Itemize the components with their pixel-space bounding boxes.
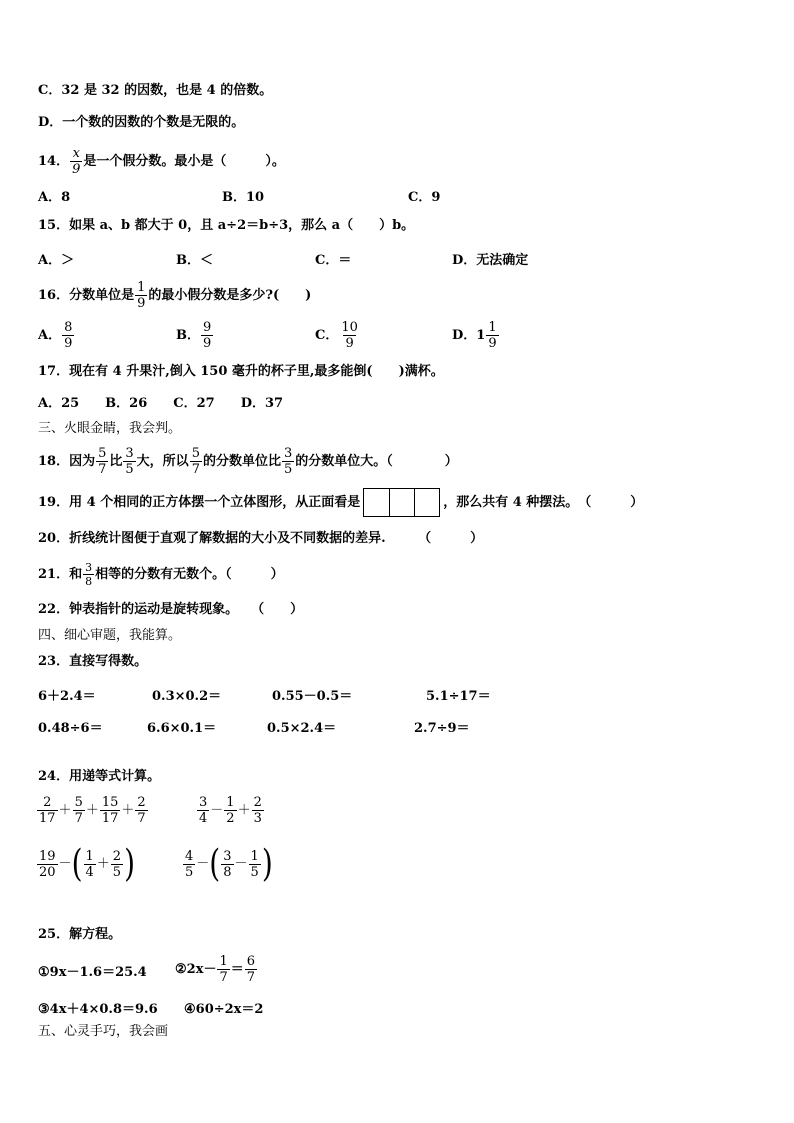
left-paren: (	[71, 841, 83, 886]
option-label: B．	[176, 328, 200, 343]
q21-statement	[38, 560, 284, 590]
fraction	[84, 849, 96, 880]
text: ②2x－	[175, 962, 217, 977]
frac-den: 7	[219, 970, 228, 985]
operator: ＋	[58, 803, 72, 818]
q14-number: 14．	[38, 154, 70, 169]
operator: ＋	[85, 803, 99, 818]
q13-option-d: D．一个数的因数的个数是无限的。	[38, 115, 245, 130]
q14-text: 是一个假分数。最小是（ ）。	[83, 154, 285, 169]
fraction	[197, 795, 209, 826]
q23-item: 6＋2.4＝	[38, 689, 96, 704]
q24-expression-4	[182, 841, 273, 886]
frac-num: 2	[112, 848, 122, 864]
fraction	[183, 849, 195, 880]
option-fraction	[486, 320, 498, 351]
frac-den: 7	[246, 970, 256, 985]
q14-stem	[38, 146, 285, 176]
q23-item: 0.3×0.2＝	[152, 689, 222, 704]
option-fraction	[62, 320, 74, 351]
section-3-heading: 三、火眼金睛，我会判。	[38, 421, 182, 436]
fraction	[190, 446, 202, 477]
q14-option-b: B．10	[222, 190, 265, 205]
q22-statement: 22．钟表指针的运动是旋转现象。 （ ）	[38, 602, 304, 617]
operator: ＋	[96, 856, 110, 872]
text: 21．和	[38, 567, 83, 582]
q16-unit-fraction	[135, 280, 147, 311]
frac-den: 2	[226, 811, 235, 826]
q15-option-c: C．＝	[315, 253, 352, 268]
fraction	[252, 795, 264, 826]
q23-item: 5.1÷17＝	[426, 689, 491, 704]
frac-den: 5	[250, 864, 259, 880]
frac-den: 9	[488, 336, 497, 351]
q23-item: 2.7÷9＝	[414, 721, 470, 736]
text: 相等的分数有无数个。（ ）	[95, 567, 284, 582]
q25-equation-1: ①9x－1.6＝25.4	[38, 965, 147, 980]
frac-den: 9	[345, 336, 354, 351]
q17-stem: 17．现在有 4 升果汁,倒入 150 毫升的杯子里,最多能倒( )满杯。	[38, 364, 444, 379]
fraction	[217, 954, 229, 985]
q13-option-c: C．32 是 32 的因数，也是 4 的倍数。	[38, 83, 273, 98]
operator: －	[196, 856, 210, 872]
frac-num: 1	[137, 280, 146, 295]
right-paren: )	[261, 841, 273, 886]
fraction	[221, 849, 233, 880]
text: 18．因为	[38, 454, 96, 469]
frac-num: 10	[341, 320, 358, 335]
left-paren: (	[209, 841, 221, 886]
frac-den: 5	[112, 864, 122, 880]
q23-item: 6.6×0.1＝	[147, 721, 217, 736]
q14-fraction	[70, 146, 82, 177]
text: ，那么共有 4 种摆法。 （ ）	[443, 495, 644, 510]
frac-den: 17	[101, 811, 119, 826]
q14-option-a: A．8	[38, 190, 71, 205]
frac-den: 9	[203, 336, 212, 351]
operator: －	[210, 803, 224, 818]
text: 的分数单位大。（ ）	[295, 454, 458, 469]
frac-den: 4	[85, 864, 94, 880]
frac-num: 3	[283, 446, 293, 461]
q24-expression-3	[36, 841, 136, 886]
q16-text-post: 的最小假分数是多少?( )	[148, 288, 312, 303]
q23-title: 23．直接写得数。	[38, 654, 148, 669]
square	[414, 489, 439, 516]
right-paren: )	[124, 841, 136, 886]
fraction	[100, 795, 121, 826]
q25-title: 25．解方程。	[38, 927, 122, 942]
frac-num: 19	[39, 848, 56, 864]
frac-num: 2	[43, 795, 52, 810]
frac-num: 3	[85, 561, 93, 574]
q25-equation-2	[175, 952, 258, 988]
q15-option-a: A．＞	[38, 253, 75, 268]
q15-stem: 15．如果 a、b 都大于 0，且 a÷2＝b÷3，那么 a（ ）b。	[38, 218, 415, 233]
q14-option-c: C．9	[408, 190, 441, 205]
frac-den: 20	[39, 864, 56, 880]
text: 的分数单位比	[202, 454, 281, 469]
fraction	[37, 795, 58, 826]
operator: －	[234, 856, 248, 872]
operator: ＋	[237, 803, 251, 818]
option-label: A．	[38, 328, 62, 343]
text: 19．用 4 个相同的正方体摆一个立体图形，从正面看是	[38, 495, 361, 510]
frac-num: 3	[223, 848, 232, 864]
frac-num: 1	[250, 848, 259, 864]
frac-den: 5	[283, 462, 293, 477]
q24-title: 24．用递等式计算。	[38, 769, 161, 784]
frac-den: 5	[125, 462, 134, 477]
front-view-three-squares	[363, 488, 440, 517]
text: 大，所以	[136, 454, 189, 469]
q24-expression-1	[36, 795, 149, 826]
frac-num: 4	[185, 848, 194, 864]
q16-text-pre: 16．分数单位是	[38, 288, 135, 303]
frac-num: 9	[203, 320, 212, 335]
q20-statement: 20．折线统计图便于直观了解数据的大小及不同数据的差异. （ ）	[38, 531, 484, 546]
frac-num: 1	[85, 848, 94, 864]
q24-expression-2	[196, 795, 265, 826]
q23-item: 0.48÷6＝	[38, 721, 103, 736]
fraction	[123, 446, 135, 477]
fraction	[282, 446, 294, 477]
q14-frac-num: x	[72, 146, 80, 161]
q19-statement	[38, 488, 643, 518]
frac-num: 3	[125, 446, 134, 461]
fraction	[83, 561, 94, 588]
fraction	[111, 849, 123, 880]
frac-den: 7	[191, 462, 200, 477]
q16-option-a	[38, 320, 75, 351]
frac-num: 2	[137, 795, 146, 810]
frac-num: 2	[253, 795, 262, 810]
q15-option-b: B．＜	[176, 253, 213, 268]
frac-num: 15	[101, 795, 119, 810]
option-label: C．	[315, 328, 339, 343]
frac-den: 8	[85, 575, 93, 588]
section-5-heading: 五、心灵手巧，我会画	[38, 1024, 169, 1039]
frac-num: 5	[191, 446, 200, 461]
fraction	[135, 795, 147, 826]
option-label: D．1	[452, 328, 486, 343]
frac-num: 5	[74, 795, 83, 810]
frac-den: 9	[64, 336, 73, 351]
operator: ＝	[230, 962, 244, 977]
option-fraction	[201, 320, 213, 351]
q15-option-d: D．无法确定	[452, 253, 529, 268]
frac-den: 7	[98, 462, 107, 477]
frac-num: 1	[219, 954, 228, 969]
option-fraction	[339, 320, 360, 351]
frac-den: 7	[137, 811, 146, 826]
frac-num: 1	[226, 795, 235, 810]
frac-den: 4	[199, 811, 208, 826]
square	[389, 489, 414, 516]
frac-den: 8	[223, 864, 232, 880]
frac-den: 9	[137, 296, 146, 311]
fraction	[249, 849, 261, 880]
q16-option-c	[315, 320, 361, 351]
square	[364, 489, 389, 516]
q23-item: 0.55－0.5＝	[272, 689, 353, 704]
fraction	[96, 446, 108, 477]
q16-stem	[38, 280, 311, 310]
fraction	[37, 849, 58, 880]
fraction	[73, 795, 85, 826]
q17-options: A．25 B．26 C．27 D．37	[38, 396, 284, 411]
q18-statement	[38, 446, 458, 476]
fraction	[245, 954, 257, 985]
frac-num: 6	[246, 954, 256, 969]
frac-den: 17	[39, 811, 56, 826]
frac-den: 7	[74, 811, 83, 826]
frac-num: 3	[199, 795, 208, 810]
q16-option-b	[176, 320, 214, 351]
frac-den: 5	[185, 864, 194, 880]
fraction	[224, 795, 236, 826]
operator: －	[58, 856, 72, 872]
q23-item: 0.5×2.4＝	[267, 721, 337, 736]
q25-equation-4: ④60÷2x＝2	[184, 1002, 264, 1017]
frac-num: 1	[488, 320, 497, 335]
q16-option-d	[452, 320, 500, 351]
q25-equation-3: ③4x＋4×0.8＝9.6	[38, 1002, 158, 1017]
section-4-heading: 四、细心审题，我能算。	[38, 628, 182, 643]
operator: ＋	[121, 803, 135, 818]
q14-frac-den: 9	[72, 162, 81, 177]
frac-num: 5	[98, 446, 107, 461]
frac-num: 8	[64, 320, 73, 335]
text: 比	[109, 454, 123, 469]
frac-den: 3	[253, 811, 262, 826]
